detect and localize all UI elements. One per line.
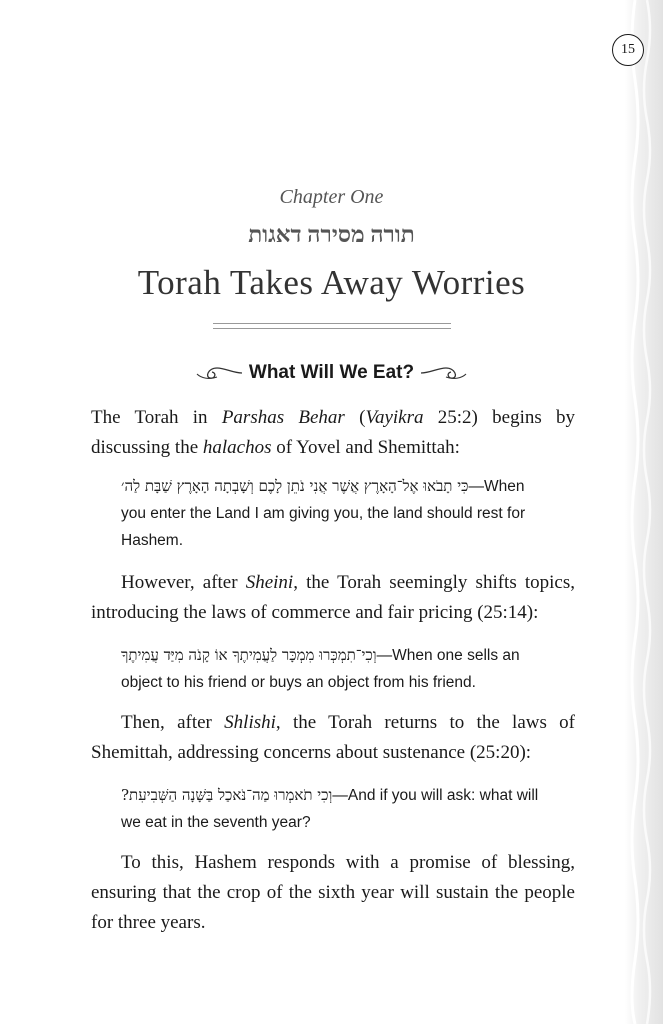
title-rule-bottom <box>213 328 451 329</box>
italic-term-halachos: halachos <box>202 437 272 458</box>
text-run: ( <box>344 407 366 428</box>
hebrew-verse: וְכִי־תִמְכְּרוּ מִמְכָּר לַעֲמִיתֶךָ אוֹ קָנֹה מִיַּד עֲמִיתֶךָ <box>121 646 377 664</box>
paragraph-sustenance <box>91 708 575 768</box>
verse-translation: When you enter the Land I am giving you, the land should rest for Hashem. <box>121 478 526 549</box>
hebrew-verse: כִּי תָבֹאוּ אֶל־הָאָרֶץ אֲשֶׁר אֲנִי נֹתֵן לָכֶם וְשָׁבְתָה הָאָרֶץ שַׁבָּת לַה׳ <box>121 477 469 495</box>
em-dash: — <box>332 787 348 804</box>
paragraph-intro <box>91 403 575 463</box>
italic-term-shlishi: Shlishi <box>224 712 276 733</box>
verse-translation: And if you will ask: what will we eat in the seventh year? <box>121 787 539 831</box>
chapter-hebrew-title: תורה מסירה דאגות <box>248 222 415 247</box>
text-run: However, after <box>121 572 246 593</box>
hebrew-verse: וְכִי תֹאמְרוּ מַה־נֹּאכַל בַּשָּׁנָה הַשְּׁבִיעִת? <box>121 786 333 804</box>
paragraph-commerce <box>91 568 575 628</box>
text-run: The Torah in <box>91 407 222 428</box>
quote-commerce <box>121 642 545 696</box>
quote-seventh-year <box>121 782 545 836</box>
italic-term-sheini: Sheini <box>245 572 294 593</box>
quote-shemittah <box>121 473 545 554</box>
section-heading <box>0 358 663 388</box>
text-run: 25:2) begins by discussing the <box>91 407 576 458</box>
italic-term-parshas: Parshas Behar <box>221 407 345 428</box>
page-number: 15 <box>612 34 644 66</box>
title-rule-top <box>213 323 451 324</box>
text-run: Then, after <box>121 712 225 733</box>
chapter-label: Chapter One <box>279 186 384 208</box>
chapter-title: Torah Takes Away Worries <box>137 263 526 302</box>
em-dash: — <box>376 647 393 664</box>
text-run: , the Torah returns to the laws of Shemittah, addressing concerns about sustenance (25:20): <box>91 712 575 763</box>
text-run: , the Torah seemingly shifts topics, introducing the laws of commerce and fair pricing (25:14): <box>91 572 575 623</box>
page-edge-decoration <box>625 0 663 1024</box>
text-run: To this, Hashem responds with a promise of blessing, ensuring that the crop of the sixth year will sustain the people for three years. <box>91 852 575 933</box>
em-dash: — <box>468 478 484 495</box>
verse-translation: When one sells an object to his friend or buys an object from his friend. <box>121 647 520 691</box>
text-run: of Yovel and Shemittah: <box>271 437 460 458</box>
italic-term-vayikra: Vayikra <box>365 407 424 428</box>
paragraph-blessing <box>91 848 575 938</box>
swirl-ornament-right-icon <box>420 364 468 382</box>
swirl-ornament-left-icon <box>195 364 243 382</box>
section-title: What Will We Eat? <box>248 362 415 383</box>
